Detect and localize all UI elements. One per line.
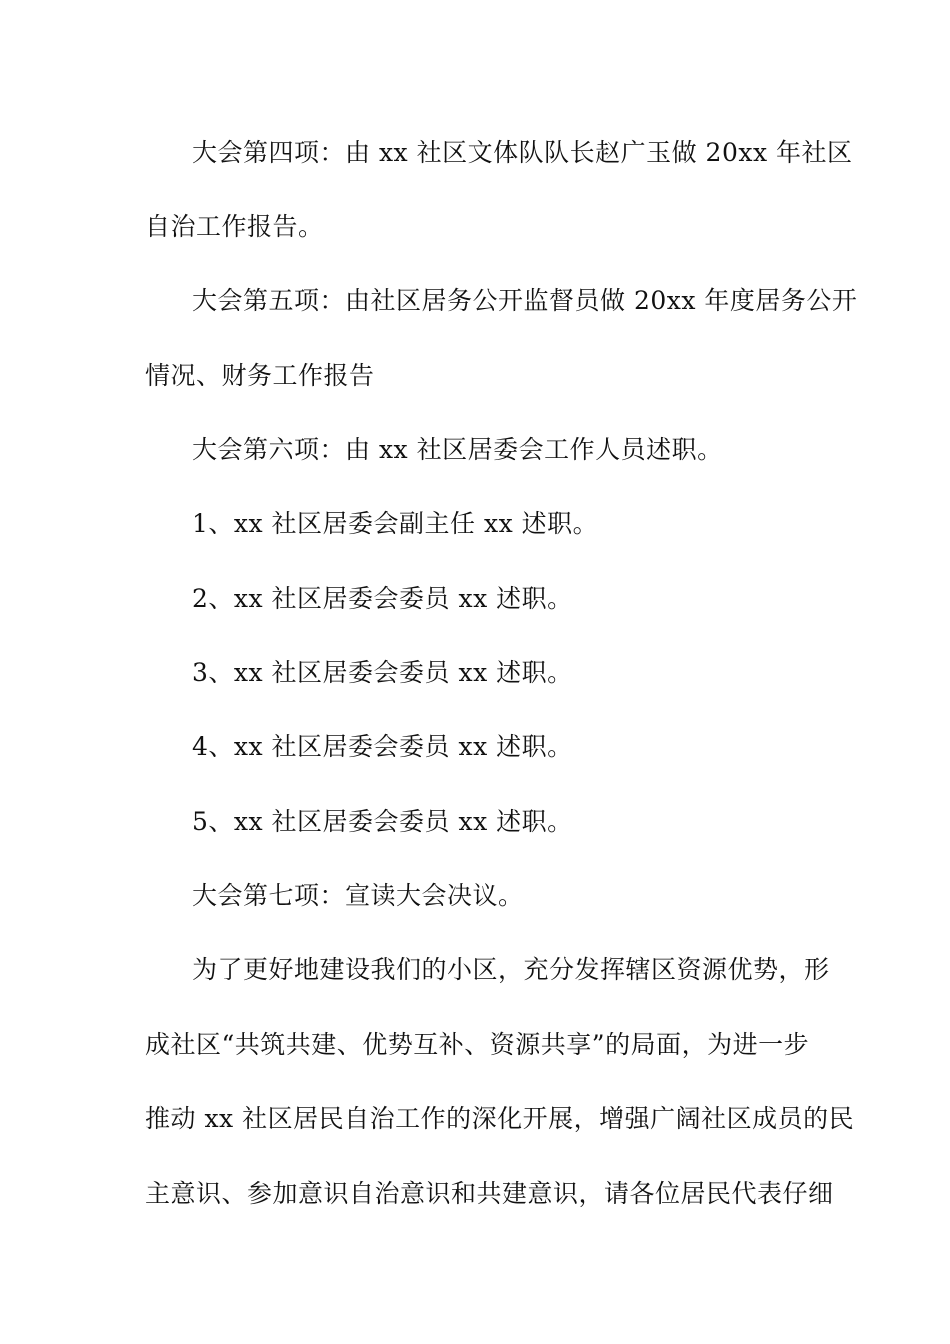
list-item: 1、xx 社区居委会副主任 xx 述职。 xyxy=(192,509,599,538)
list-item: 2、xx 社区居委会委员 xx 述职。 xyxy=(192,584,573,613)
text-line: 为了更好地建设我们的小区，充分发挥辖区资源优势，形 xyxy=(192,955,830,984)
text-line: 大会第七项：宣读大会决议。 xyxy=(192,881,524,910)
text-line: 推动 xx 社区居民自治工作的深化开展，增强广阔社区成员的民 xyxy=(145,1104,855,1133)
text-line: 大会第五项：由社区居务公开监督员做 20xx 年度居务公开 xyxy=(192,286,858,315)
list-item: 5、xx 社区居委会委员 xx 述职。 xyxy=(192,807,573,836)
list-item: 4、xx 社区居委会委员 xx 述职。 xyxy=(192,732,573,761)
list-item: 3、xx 社区居委会委员 xx 述职。 xyxy=(192,658,573,687)
text-line: 成社区“共筑共建、优势互补、资源共享”的局面，为进一步 xyxy=(145,1030,810,1059)
text-line: 大会第六项：由 xx 社区居委会工作人员述职。 xyxy=(192,435,723,464)
text-line: 情况、财务工作报告 xyxy=(145,361,375,390)
text-line: 自治工作报告。 xyxy=(145,212,324,241)
text-line: 大会第四项：由 xx 社区文体队队长赵广玉做 20xx 年社区 xyxy=(192,138,853,167)
text-line: 主意识、参加意识自治意识和共建意识，请各位居民代表仔细 xyxy=(145,1179,834,1208)
